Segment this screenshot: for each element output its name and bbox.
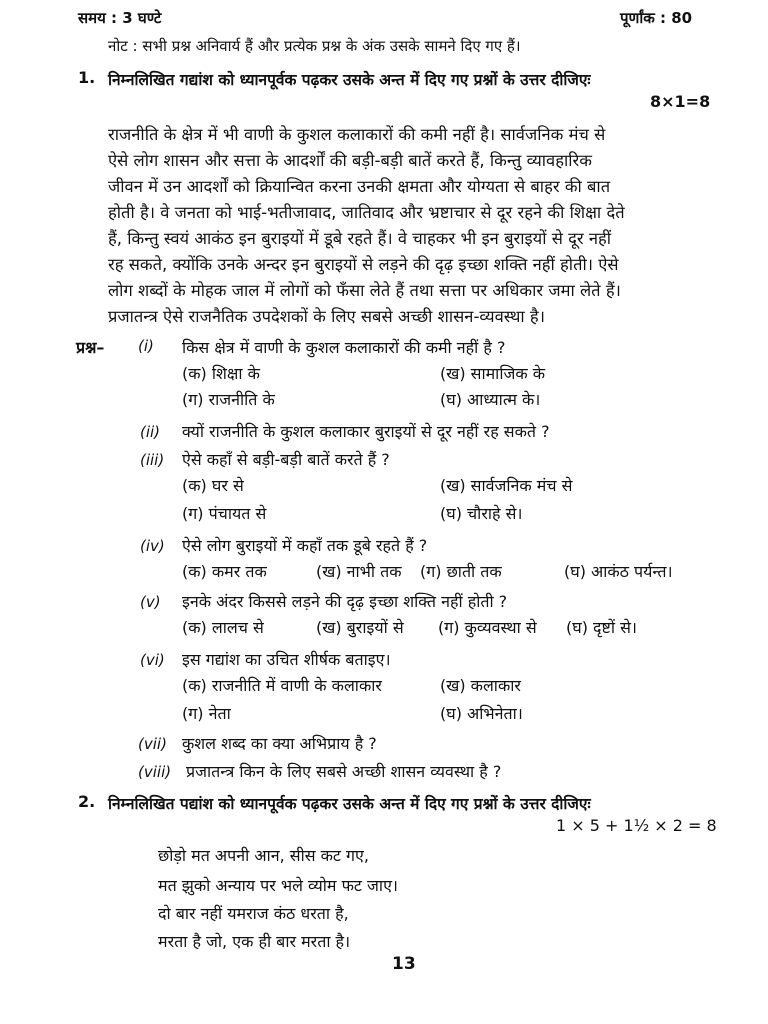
question-text: ऐसे कहाँ से बड़ी-बड़ी बातें करते हैं ?	[182, 450, 390, 469]
option: (घ) अभिनेता।	[440, 704, 523, 723]
option: (ग) पंचायत से	[182, 504, 267, 523]
option: (क) घर से	[182, 476, 244, 495]
passage-line: हैं, किन्तु स्वयं आकंठ इन बुराइयों में डूबे रहते हैं। वे चाहकर भी इन बुराइयों से दूर नहीं	[108, 229, 612, 248]
question-number: (i)	[138, 337, 154, 355]
option: (ख) सार्वजनिक मंच से	[440, 476, 573, 495]
passage-line: होती है। वे जनता को भाई-भतीजावाद, जातिवाद और भ्रष्टाचार से दूर रहने की शिक्षा देते	[108, 203, 625, 222]
poem-line: दो बार नहीं यमराज कंठ धरता है,	[158, 904, 349, 923]
question-number: (iii)	[140, 451, 165, 469]
poem-line: छोड़ो मत अपनी आन, सीस कट गए,	[158, 846, 369, 865]
q2-instruction: निम्नलिखित पद्यांश को ध्यानपूर्वक पढ़कर उसके अन्त में दिए गए प्रश्नों के उत्तर दीजिएः	[108, 795, 591, 813]
q1-marks: 8×1=8	[650, 92, 711, 111]
option: (क) शिक्षा के	[182, 364, 260, 383]
question-text: इनके अंदर किससे लड़ने की दृढ़ इच्छा शक्ति नहीं होती ?	[182, 592, 508, 611]
question-text: किस क्षेत्र में वाणी के कुशल कलाकारों की कमी नहीं है ?	[182, 338, 506, 357]
q1-number: 1.	[78, 68, 96, 87]
question-text: इस गद्यांश का उचित शीर्षक बताइए।	[182, 650, 391, 669]
option: (क) लालच से	[182, 618, 264, 637]
passage-line: रह सकते, क्योंकि उनके अन्दर इन बुराइयों से लड़ने की दृढ़ इच्छा शक्ति नहीं होती। ऐसे	[108, 255, 619, 274]
q2-marks: 1 × 5 + 1½ × 2 = 8	[556, 816, 717, 835]
option: (घ) चौराहे से।	[440, 504, 523, 523]
q1-instruction: निम्नलिखित गद्यांश को ध्यानपूर्वक पढ़कर उसके अन्त में दिए गए प्रश्नों के उत्तर दीजिएः	[108, 71, 591, 89]
option: (ग) राजनीति के	[182, 390, 275, 409]
question-text: ऐसे लोग बुराइयों में कहाँ तक डूबे रहते हैं ?	[182, 536, 428, 555]
question-number: (viii)	[138, 763, 172, 781]
question-number: (v)	[140, 593, 161, 611]
option: (क) कमर तक	[182, 562, 267, 581]
option: (घ) आध्यात्म के।	[440, 390, 541, 409]
prashn-label: प्रश्न–	[76, 338, 105, 357]
passage-line: ऐसे लोग शासन और सत्ता के आदर्शों की बड़ी-बड़ी बातें करते हैं, किन्तु व्यावहारिक	[108, 151, 592, 170]
passage-line: जीवन में उन आदर्शों को क्रियान्वित करना उनकी क्षमता और योग्यता से बाहर की बात	[108, 177, 611, 196]
question-number: (vii)	[138, 735, 167, 753]
option: (ग) छाती तक	[420, 562, 502, 581]
option: (ख) नाभी तक	[316, 562, 402, 581]
note-text: नोट : सभी प्रश्न अनिवार्य हैं और प्रत्येक प्रश्न के अंक उसके सामने दिए गए हैं।	[108, 37, 521, 55]
option: (क) राजनीति में वाणी के कलाकार	[182, 676, 382, 695]
q2-number: 2.	[78, 792, 96, 811]
page-number: 13	[392, 954, 416, 974]
question-text: क्यों राजनीति के कुशल कलाकार बुराइयों से दूर नहीं रह सकते ?	[182, 422, 550, 441]
option: (ग) नेता	[182, 704, 231, 723]
option: (ग) कुव्यवस्था से	[438, 618, 537, 637]
time-label: समय : 3 घण्टे	[78, 9, 162, 27]
question-number: (ii)	[140, 423, 161, 441]
option: (ख) कलाकार	[440, 676, 521, 695]
passage-line: प्रजातन्त्र ऐसे राजनैतिक उपदेशकों के लिए सबसे अच्छी शासन-व्यवस्था है।	[108, 307, 545, 326]
question-number: (iv)	[140, 537, 165, 555]
passage-line: लोग शब्दों के मोहक जाल में लोगों को फँसा लेते हैं तथा सत्ता पर अधिकार जमा लेते हैं।	[108, 281, 621, 300]
option: (ख) सामाजिक के	[440, 364, 546, 383]
question-text: कुशल शब्द का क्या अभिप्राय है ?	[182, 734, 377, 753]
total-marks-label: पूर्णांक : 80	[620, 9, 693, 27]
question-number: (vi)	[140, 651, 165, 669]
option: (घ) आकंठ पर्यन्त।	[564, 562, 673, 581]
option: (ख) बुराइयों से	[316, 618, 404, 637]
option: (घ) दृष्टों से।	[566, 618, 637, 637]
poem-line: मत झुको अन्याय पर भले व्योम फट जाए।	[158, 876, 398, 895]
poem-line: मरता है जो, एक ही बार मरता है।	[158, 932, 351, 951]
question-text: प्रजातन्त्र किन के लिए सबसे अच्छी शासन व्यवस्था है ?	[186, 762, 502, 781]
passage-line: राजनीति के क्षेत्र में भी वाणी के कुशल कलाकारों की कमी नहीं है। सार्वजनिक मंच से	[108, 125, 606, 144]
